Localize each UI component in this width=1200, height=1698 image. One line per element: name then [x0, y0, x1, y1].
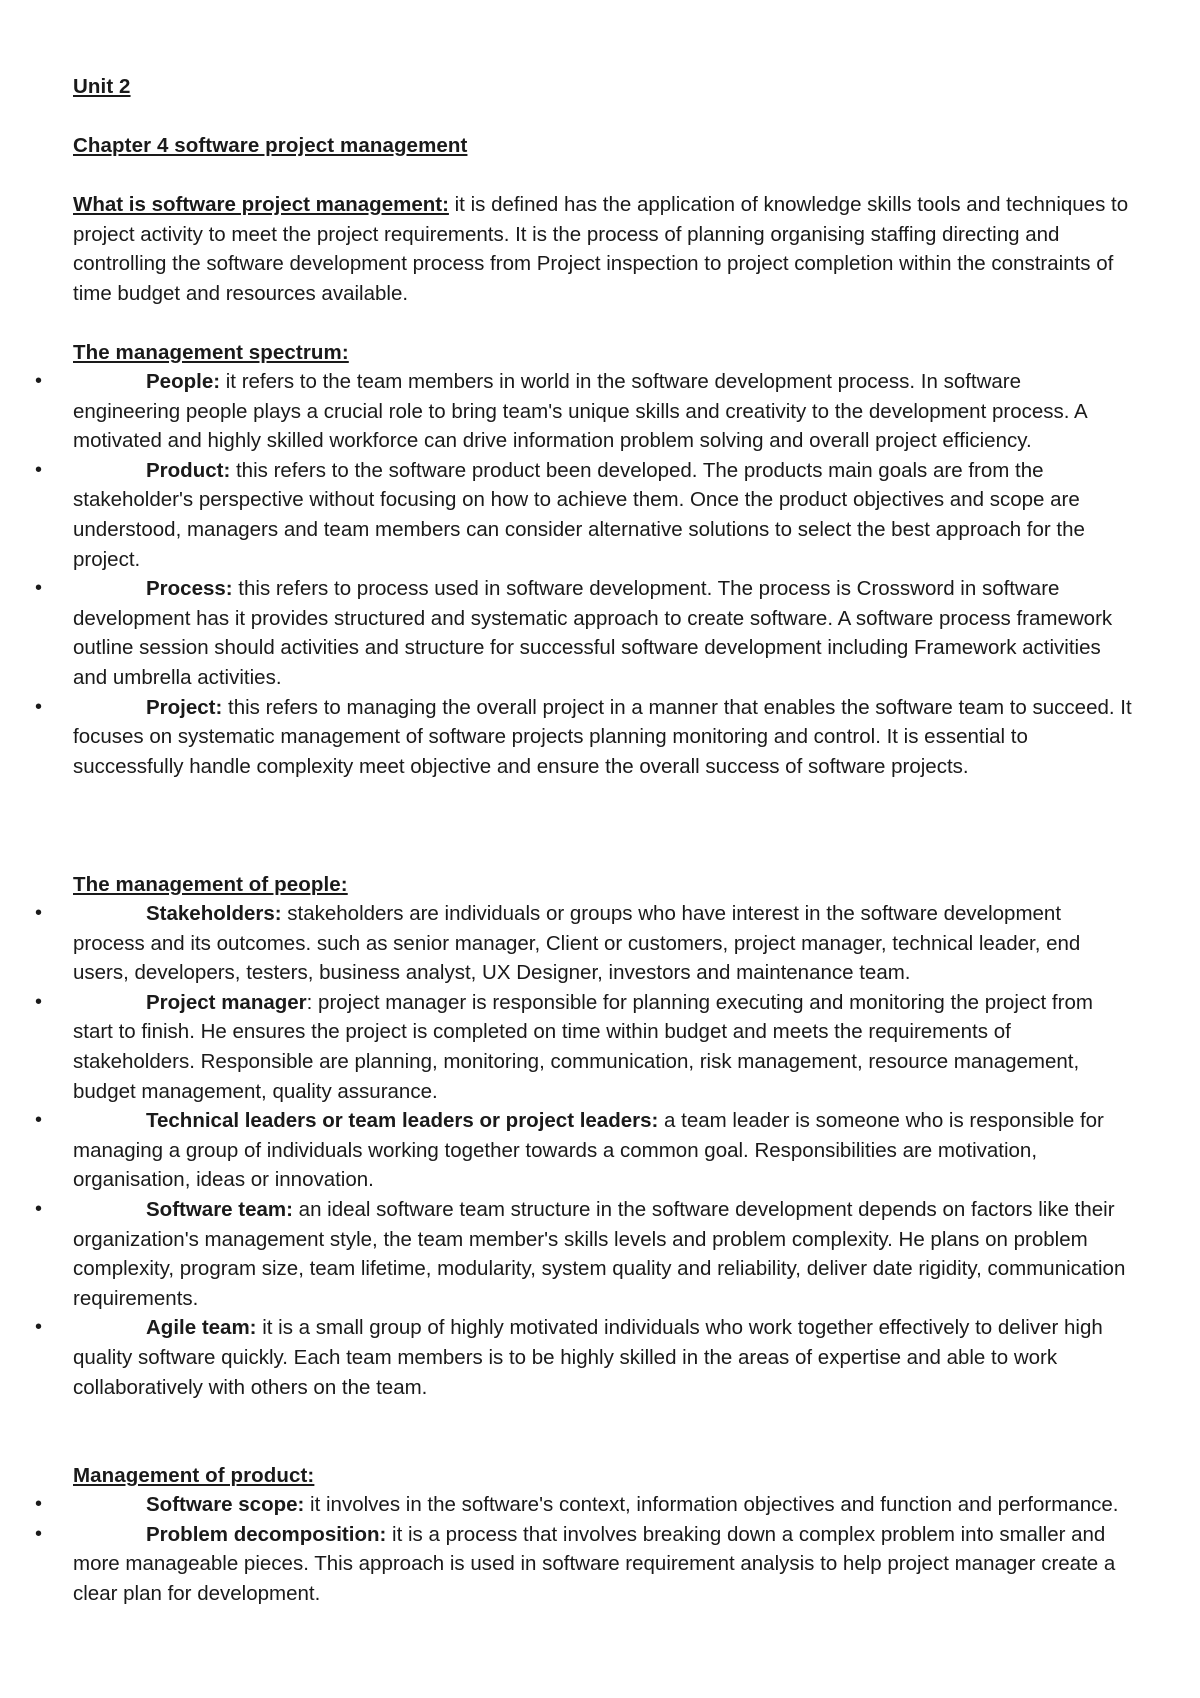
item-text: it involves in the software's context, information objectives and function and performance. — [304, 1493, 1119, 1516]
people-list — [35, 899, 1133, 1402]
item-term: Process: — [146, 577, 233, 601]
item-text: this refers to managing the overall project in a manner that enables the software team to succeed. It focuses on systematic management of software projects planning monitoring and control. It is essential to successfully handle complexity meet objective and ensure the overall success of software projects. — [73, 695, 1132, 778]
bullet-icon: • — [35, 1316, 43, 1339]
bullet-icon: • — [35, 990, 43, 1013]
list-item — [35, 1490, 1133, 1520]
item-term: Stakeholders: — [146, 902, 282, 925]
people-heading: The management of people: — [73, 873, 348, 896]
item-text: this refers to process used in software development. The process is Crossword in software development has it provides structured and systematic approach to create software. A software process framework outline session should activities and structure for successful software development including Framework activities and umbrella activities. — [73, 577, 1113, 689]
list-item — [35, 1313, 1133, 1402]
item-term: Software scope: — [146, 1493, 305, 1516]
item-text: it refers to the team members in world in the software development process. In software engineering people plays a crucial role to bring team's unique skills and creativity to the development process. A motivated and highly skilled workforce can drive information problem solving and overall project efficiency. — [73, 370, 1087, 453]
intro-paragraph — [73, 190, 1133, 308]
spectrum-list — [35, 367, 1133, 781]
intro-lead: What is software project management: — [73, 193, 449, 216]
product-heading: Management of product: — [73, 1464, 315, 1487]
item-text: it is a small group of highly motivated individuals who work together effectively to deliver high quality software quickly. Each team members is to be highly skilled in the areas of expertise and able to work collaboratively with others on the team. — [73, 1316, 1103, 1399]
list-item — [35, 1106, 1133, 1195]
item-term: Software team: — [146, 1197, 293, 1221]
item-term: Project: — [146, 695, 223, 719]
item-term: Problem decomposition: — [146, 1522, 387, 1546]
item-text: stakeholders are individuals or groups who have interest in the software development process and its outcomes. such as senior manager, Client or customers, project manager, technical leader, end users, developers, testers, business analyst, UX Designer, investors and maintenance team. — [73, 902, 1081, 985]
bullet-icon: • — [35, 458, 43, 481]
item-term: Product: — [146, 458, 231, 482]
people-list-wrap — [35, 899, 1133, 1402]
list-item — [35, 1520, 1133, 1609]
bullet-icon: • — [35, 1522, 43, 1545]
chapter-title: Chapter 4 software project management — [73, 134, 468, 157]
intro-text: it is defined has the application of knowledge skills tools and techniques to project activity to meet the project requirements. It is the process of planning organising staffing directing and controlling the software development process from Project inspection to project completion within the constraints of time budget and resources available. — [73, 193, 1129, 305]
bullet-icon: • — [35, 1493, 43, 1515]
list-item — [35, 574, 1133, 692]
item-term: People: — [146, 370, 221, 393]
list-item — [35, 693, 1133, 782]
bullet-icon: • — [35, 1109, 43, 1132]
bullet-icon: • — [35, 577, 43, 600]
intro-section — [73, 190, 1133, 308]
item-text: this refers to the software product been developed. The products main goals are from the stakeholder's perspective without focusing on how to achieve them. Once the product objectives and scope are understood, managers and team members can consider alternative solutions to select the best approach for the project. — [73, 458, 1085, 571]
item-text: it is a process that involves breaking down a complex problem into smaller and more manageable pieces. This approach is used in software requirement analysis to help project manager create a clear plan for development. — [73, 1522, 1116, 1605]
list-item — [35, 367, 1133, 456]
bullet-icon: • — [35, 1197, 43, 1220]
bullet-icon: • — [35, 695, 43, 718]
item-text: : project manager is responsible for planning executing and monitoring the project from start to finish. He ensures the project is completed on time within budget and meets the requirements of stakeholders. Responsible are planning, monitoring, communication, risk management, resource management, budget management, quality assurance. — [73, 990, 1093, 1103]
bullet-icon: • — [35, 370, 43, 392]
product-list — [35, 1490, 1133, 1608]
item-term: Agile team: — [146, 1316, 257, 1340]
list-item — [35, 899, 1133, 988]
list-item — [35, 456, 1133, 574]
bullet-icon: • — [35, 902, 43, 924]
spectrum-heading: The management spectrum: — [73, 341, 349, 364]
product-list-wrap — [35, 1490, 1133, 1608]
unit-title: Unit 2 — [73, 75, 131, 98]
list-item — [35, 1195, 1133, 1313]
item-text: an ideal software team structure in the software development depends on factors like their organization's management style, the team member's skills levels and problem complexity. He plans on problem complexity, program size, team lifetime, modularity, system quality and reliability, deliver date rigidity, communication requirements. — [73, 1197, 1126, 1310]
spectrum-list-wrap — [35, 367, 1133, 781]
item-text: a team leader is someone who is responsible for managing a group of individuals working together towards a common goal. Responsibilities are motivation, organisation, ideas or innovation. — [73, 1109, 1104, 1192]
list-item — [35, 988, 1133, 1106]
item-term: Project manager — [146, 990, 307, 1014]
item-term: Technical leaders or team leaders or project leaders: — [146, 1109, 659, 1133]
